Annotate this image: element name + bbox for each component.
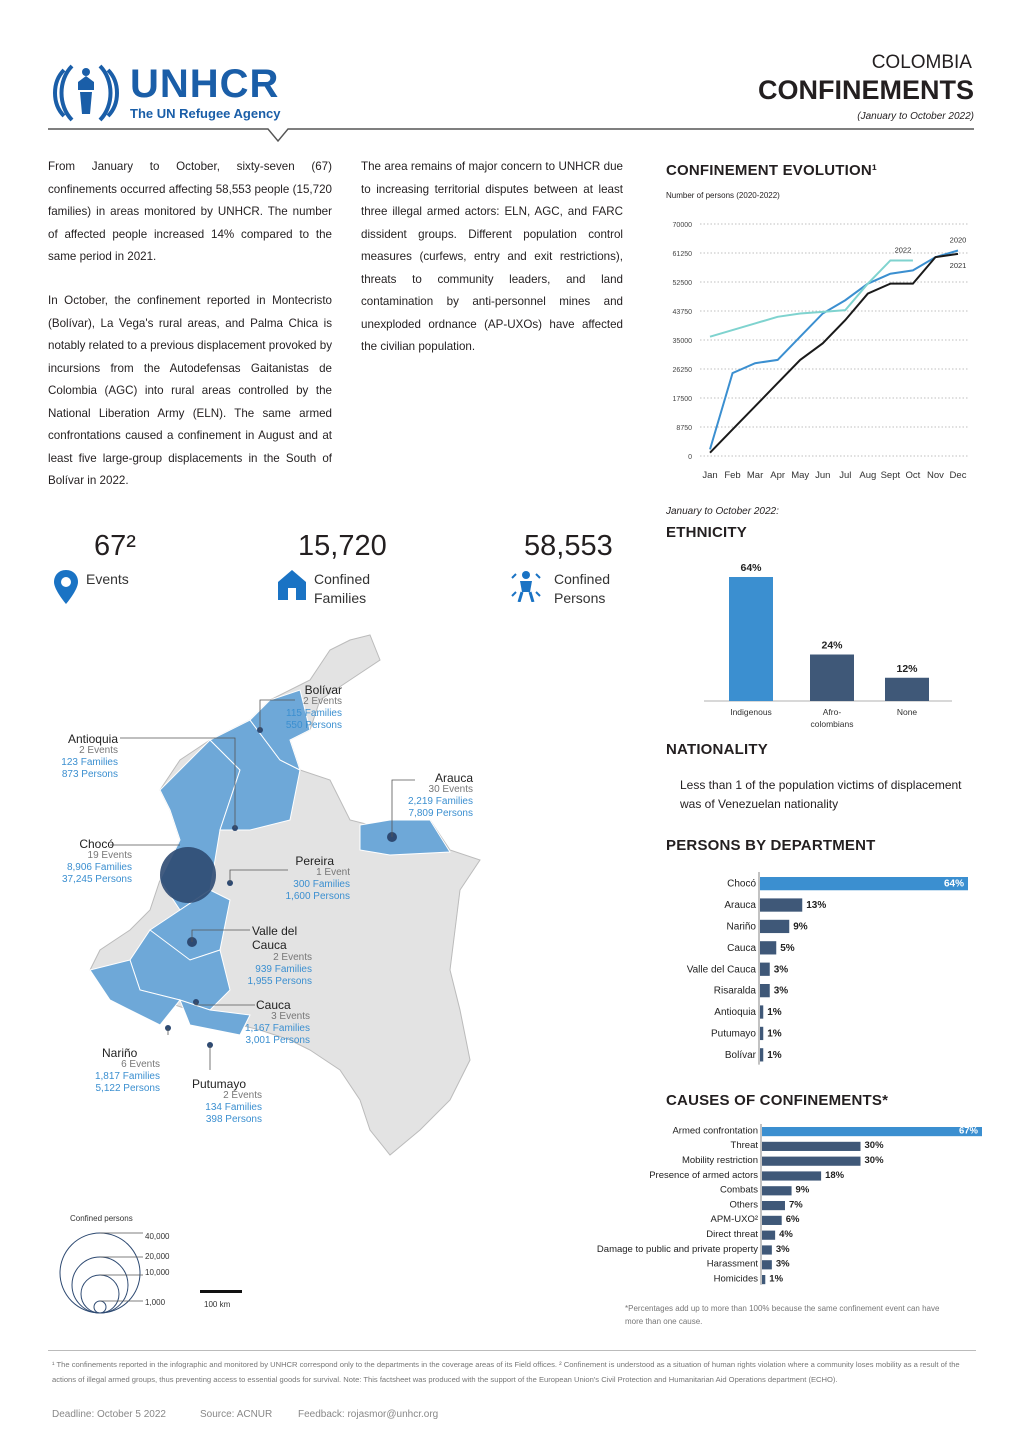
nationality-title: NATIONALITY (666, 741, 768, 758)
map-label-bolivar-events: 2 Events (303, 696, 342, 707)
line-chart-series-2021 (710, 254, 958, 453)
map-legend-value-20000: 20,000 (145, 1252, 170, 1261)
cause-value-label: 1% (769, 1273, 784, 1285)
footer-rule (48, 1350, 976, 1351)
map-label-putumayo-name: Putumayo (192, 1077, 247, 1091)
map-label-antioquia-events: 2 Events (79, 745, 118, 756)
department-bar (760, 1027, 763, 1040)
map-label-cauca-families: 1,167 Families (244, 1023, 310, 1034)
unhcr-logo (50, 60, 310, 126)
map-label-arauca-families: 2,219 Families (407, 796, 473, 807)
cause-category-label: Damage to public and private property (596, 1243, 758, 1255)
map-label-arauca (385, 772, 473, 820)
line-chart-xtick-label: Feb (724, 470, 741, 481)
cause-bar (762, 1142, 861, 1151)
department-value-label: 3% (773, 985, 789, 997)
department-category-label: Cauca (727, 942, 756, 954)
department-category-label: Arauca (724, 900, 756, 912)
map-label-valle-events: 2 Events (273, 952, 312, 963)
cause-bar (762, 1171, 821, 1180)
cause-value-label: 3% (775, 1243, 790, 1255)
location-pin-icon (54, 570, 78, 604)
department-bar (760, 1048, 763, 1061)
country-label: COLOMBIA (871, 52, 972, 73)
map-label-valle (230, 924, 312, 988)
line-chart-xtick-label: Apr (770, 470, 786, 481)
line-chart-xtick-label: Jul (839, 470, 852, 481)
map-label-putumayo-events: 2 Events (223, 1090, 262, 1101)
kpi-families-label-1: Confined (314, 571, 371, 587)
intro-paragraph-2: In October, the confinement reported in Montecristo (Bolívar), La Vega's rural areas, and Palma Chica is notably related to a previous displacement provoked by incursions from the Autodefensas Gaitanistas de Colombia (AGC) into rural areas controlled by the National Liberation Army (ELN). The same armed confrontations caused a confinement in August and at least five large-group displacements in the South of Bolívar in 2022. (48, 294, 332, 487)
org-tagline: The UN Refugee Agency (130, 106, 281, 121)
line-chart-xtick-label: Sept (880, 470, 901, 481)
map-label-choco-persons: 37,245 Persons (61, 874, 132, 885)
line-chart-ytick-label: 52500 (672, 280, 692, 287)
map-label-valle-families: 939 Families (255, 964, 312, 975)
line-chart-series-2020 (710, 251, 958, 450)
map-label-narino (80, 1047, 160, 1095)
kpi-families (276, 530, 436, 610)
house-icon (278, 570, 306, 600)
department-bar (760, 877, 968, 890)
page-title: CONFINEMENTS (758, 75, 974, 105)
map-legend-value-10000: 10,000 (145, 1268, 170, 1277)
kpi-events-value: 67² (94, 530, 136, 562)
causes-title: CAUSES OF CONFINEMENTS* (666, 1092, 889, 1109)
department-bar (760, 984, 770, 997)
cause-value-label: 30% (864, 1155, 884, 1166)
line-chart-series-label: 2020 (949, 235, 967, 245)
evolution-title: CONFINEMENT EVOLUTION¹ (666, 162, 878, 179)
line-chart-xtick-label: Jun (815, 470, 831, 481)
map-bubble-choco (160, 847, 216, 903)
header-divider (46, 125, 976, 149)
map-legend-value-40000: 40,000 (145, 1232, 170, 1241)
line-chart-series-label: 2021 (949, 260, 967, 270)
ethnicity-category-label: Afro-colombians (810, 707, 854, 729)
org-name: UNHCR (130, 62, 280, 106)
kpi-persons (510, 530, 670, 610)
map-label-choco-name: Chocó (79, 837, 114, 851)
map-label-valle-persons: 1,955 Persons (247, 976, 312, 987)
map-label-putumayo (192, 1078, 262, 1126)
cause-category-label: APM-UXO² (710, 1214, 758, 1226)
map-label-narino-families: 1,817 Families (94, 1071, 160, 1082)
line-chart-ytick-label: 0 (688, 454, 692, 461)
department-value-label: 9% (793, 921, 808, 933)
cause-category-label: Others (729, 1199, 758, 1211)
map-legend-value-1000: 1,000 (145, 1298, 166, 1307)
map-label-pereira-families: 300 Families (293, 879, 350, 890)
map-label-cauca (230, 999, 310, 1047)
departments-title: PERSONS BY DEPARTMENT (666, 837, 876, 854)
department-value-label: 64% (943, 878, 964, 890)
department-value-label: 13% (806, 900, 827, 912)
department-category-label: Antioquia (714, 1007, 756, 1019)
map-label-cauca-events: 3 Events (271, 1011, 310, 1022)
kpi-families-label-2: Families (314, 590, 367, 606)
cause-bar (762, 1275, 765, 1284)
line-chart-xtick-label: May (791, 470, 810, 481)
line-chart-ytick-label: 35000 (672, 338, 692, 345)
evolution-line-chart (660, 210, 980, 490)
ethnicity-bar (885, 678, 929, 701)
map-label-choco-events: 19 Events (87, 850, 132, 861)
map-label-bolivar-name: Bolívar (304, 683, 342, 697)
map-scale-label: 100 km (204, 1300, 231, 1309)
department-value-label: 3% (773, 964, 789, 976)
line-chart-ytick-label: 8750 (676, 425, 692, 432)
cause-value-label: 9% (795, 1184, 810, 1196)
cause-value-label: 67% (958, 1125, 978, 1137)
map-label-antioquia (40, 733, 118, 781)
map-label-cauca-persons: 3,001 Persons (245, 1035, 310, 1046)
map-label-choco-families: 8,906 Families (66, 862, 132, 873)
causes-bar-chart (500, 1124, 990, 1294)
cause-bar (762, 1127, 982, 1136)
footer-note: ¹ The confinements reported in the infographic and monitored by UNHCR correspond only to the departments in the coverage areas of its Field offices. ² Confinement is understood as a situation of human rights violation where a community loses mobility as a result of the actions of illegal armed groups, thus preventing access to essential goods for survival. Note: This factsheet was produced with the support of the European Union's Civil Protection and Humanitarian Aid Operations department (ECHO). (52, 1360, 960, 1384)
cause-bar (762, 1216, 782, 1225)
line-chart-xtick-label: Dec (949, 470, 967, 481)
cause-bar (762, 1186, 792, 1195)
department-value-label: 1% (767, 1049, 782, 1061)
cause-bar (762, 1260, 772, 1269)
map-label-pereira-persons: 1,600 Persons (285, 891, 350, 902)
department-category-label: Nariño (726, 921, 756, 933)
map-label-choco (40, 838, 132, 886)
cause-category-label: Mobility restriction (681, 1155, 758, 1166)
map-label-valle-name: Valle del Cauca (252, 924, 298, 952)
department-bar (760, 898, 802, 911)
map-scale-bar (200, 1290, 242, 1293)
line-chart-ytick-label: 17500 (672, 396, 692, 403)
kpi-families-value: 15,720 (298, 530, 387, 562)
departments-bar-chart (600, 872, 980, 1072)
map-label-cauca-name: Cauca (256, 998, 291, 1012)
kpi-persons-label-2: Persons (554, 590, 606, 606)
map-label-bolivar (280, 684, 342, 732)
nationality-text: Less than 1 of the population victims of displacement was of Venezuelan nationality (680, 778, 962, 811)
line-chart-xtick-label: Oct (905, 470, 921, 481)
map-label-narino-persons: 5,122 Persons (95, 1083, 160, 1094)
cause-value-label: 30% (864, 1140, 884, 1152)
line-chart-xtick-label: Jan (702, 470, 718, 481)
kpi-events-label: Events (86, 571, 129, 587)
department-value-label: 1% (767, 1007, 782, 1019)
unhcr-emblem-icon (50, 62, 130, 124)
map-label-pereira-events: 1 Event (316, 867, 350, 878)
footer-source: Source: ACNUR (200, 1409, 273, 1420)
department-bar (760, 941, 776, 954)
line-chart-xtick-label: Aug (859, 470, 877, 481)
department-value-label: 5% (780, 942, 795, 954)
map-label-antioquia-families: 123 Families (61, 757, 118, 768)
footer-feedback: Feedback: rojasmor@unhcr.org (298, 1409, 439, 1420)
cause-category-label: Homicides (713, 1273, 758, 1285)
map-label-antioquia-persons: 873 Persons (61, 769, 118, 780)
kpi-events (52, 530, 202, 610)
map-label-narino-name: Nariño (102, 1046, 138, 1060)
period-label: (January to October 2022) (857, 111, 974, 122)
map-label-antioquia-name: Antioquia (67, 732, 118, 746)
map-label-narino-events: 6 Events (121, 1059, 160, 1070)
ethnicity-category-label: None (896, 707, 918, 717)
line-chart-ytick-label: 61250 (672, 251, 692, 258)
cause-bar (762, 1231, 775, 1240)
cause-value-label: 7% (788, 1199, 803, 1211)
department-category-label: Risaralda (713, 985, 756, 997)
department-category-label: Chocó (727, 878, 756, 890)
map-label-bolivar-persons: 550 Persons (285, 720, 342, 731)
map-legend-title: Confined persons (70, 1214, 133, 1223)
ethnicity-category-label: Indigenous (730, 707, 772, 717)
department-category-label: Putumayo (710, 1028, 756, 1040)
department-bar (760, 963, 770, 976)
map-label-putumayo-persons: 398 Persons (205, 1114, 262, 1125)
department-bar (760, 920, 789, 933)
causes-note: *Percentages add up to more than 100% because the same confinement event can have more than one cause. (625, 1304, 940, 1326)
line-chart-xtick-label: Nov (927, 470, 944, 481)
cause-value-label: 18% (825, 1169, 845, 1181)
cause-category-label: Armed confrontation (672, 1125, 758, 1137)
map-arauca-region (360, 820, 450, 855)
department-category-label: Valle del Cauca (686, 964, 756, 976)
map-label-pereira (270, 855, 350, 903)
map-label-bolivar-families: 115 Families (286, 708, 342, 719)
person-icon (510, 570, 542, 602)
line-chart-ytick-label: 26250 (672, 367, 692, 374)
department-value-label: 1% (767, 1028, 782, 1040)
intro-paragraph-1: From January to October, sixty-seven (67) confinements occurred affecting 58,553 people (15,720 families) in areas monitored by UNHCR. The number of affected people increased 14% compared to the same period in 2021. (48, 160, 332, 263)
ethnicity-title: ETHNICITY (666, 524, 747, 541)
cause-bar (762, 1157, 861, 1166)
footer-deadline: Deadline: October 5 2022 (52, 1409, 166, 1420)
ethnicity-value-label: 12% (896, 662, 918, 675)
cause-category-label: Presence of armed actors (649, 1169, 758, 1181)
map-label-pereira-name: Pereira (295, 854, 334, 868)
evolution-subtitle: Number of persons (2020-2022) (666, 191, 780, 200)
ethnicity-bar (729, 577, 773, 701)
line-chart-xtick-label: Mar (746, 470, 764, 481)
line-chart-ytick-label: 70000 (672, 222, 692, 229)
cause-category-label: Combats (719, 1184, 758, 1196)
cause-category-label: Direct threat (706, 1229, 758, 1240)
cause-category-label: Harassment (706, 1258, 758, 1270)
cause-value-label: 3% (775, 1258, 790, 1270)
map-label-arauca-name: Arauca (434, 771, 473, 785)
ethnicity-value-label: 64% (740, 562, 762, 574)
department-bar (760, 1005, 763, 1018)
cause-value-label: 4% (779, 1229, 793, 1240)
line-chart-series-label: 2022 (894, 245, 912, 255)
intro-paragraph-3: The area remains of major concern to UNHCR due to increasing territorial disputes between at least three illegal armed actors: ELN, AGC, and FARC dissident groups. Different population control measures (curfews, entry and exit restrictions), threats to community leaders, and land contamination by anti-personnel mines and unexploded ordnance (AP-UXOs) have affected the civilian population. (361, 160, 623, 353)
kpi-persons-value: 58,553 (524, 530, 613, 562)
cause-bar (762, 1201, 785, 1210)
ethnicity-bar (810, 655, 854, 702)
ethnicity-intro: January to October 2022: (666, 506, 779, 517)
ethnicity-value-label: 24% (821, 639, 843, 652)
cause-value-label: 6% (785, 1214, 800, 1226)
map-label-putumayo-families: 134 Families (205, 1102, 262, 1113)
department-category-label: Bolívar (724, 1049, 756, 1061)
ethnicity-bar-chart (700, 555, 960, 740)
cause-bar (762, 1245, 772, 1254)
map-label-arauca-persons: 7,809 Persons (408, 808, 473, 819)
line-chart-ytick-label: 43750 (672, 309, 692, 316)
map-label-arauca-events: 30 Events (428, 784, 473, 795)
cause-category-label: Threat (730, 1140, 758, 1152)
kpi-persons-label-1: Confined (554, 571, 611, 587)
